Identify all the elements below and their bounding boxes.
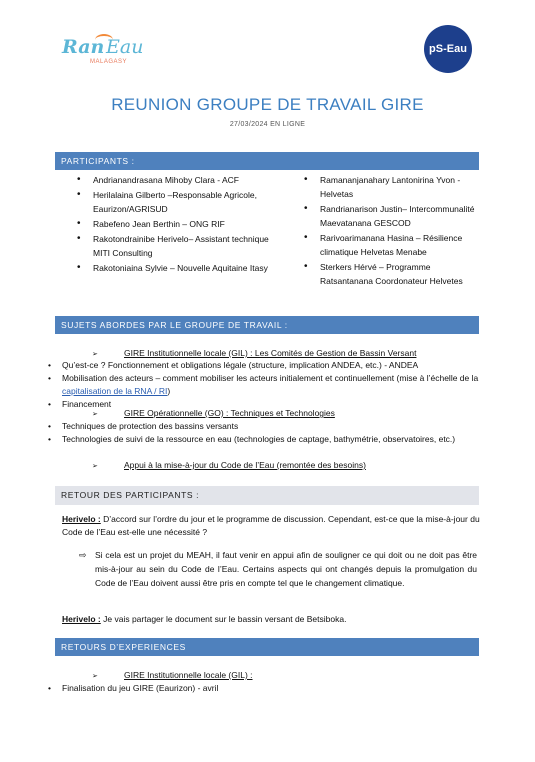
- logo-ran: Ran: [62, 36, 105, 58]
- list-item: • Financement: [48, 399, 112, 409]
- participant-item: • Rakotondrainibe Herivelo– Assistant technique MITI Consulting: [75, 232, 275, 260]
- capitalisation-link[interactable]: capitalisation de la RNA / RI: [62, 386, 168, 396]
- participant-item: • Randrianarison Justin– Intercommunalité Maevatanana GESCOD: [302, 202, 480, 230]
- logo-sub: MALAGASY: [90, 59, 128, 65]
- go-topic: ➢ GIRE Opérationnelle (GO) : Techniques et Technologies: [92, 407, 335, 421]
- participants-left-list: [75, 173, 275, 276]
- arrowhead-bullet-icon: ➢: [92, 673, 98, 680]
- arrowhead-bullet-icon: ➢: [92, 351, 98, 358]
- herivelo-comment-2: Herivelo : Je vais partager le document sur le bassin versant de Betsiboka.: [62, 614, 347, 624]
- participant-item: • Rabefeno Jean Berthin – ONG RIF: [75, 217, 275, 231]
- participant-item: • Andrianandrasana Mihoby Clara - ACF: [75, 173, 275, 187]
- participant-item: • Ramananjanahary Lantonirina Yvon - Helvetas: [302, 173, 480, 201]
- pseau-logo: pS-Eau: [424, 25, 472, 73]
- raneau-logo: [62, 34, 152, 74]
- experiences-heading: RETOURS D’EXPERIENCES: [55, 638, 479, 656]
- list-item: • Technologies de suivi de la ressource en eau (technologies de captage, bathymétrie, observatoires, etc.): [48, 434, 456, 444]
- herivelo-comment: Herivelo : D’accord sur l’ordre du jour et le programme de discussion. Cependant, est-ce que la mise-à-jour du Code de l’Eau est-elle une nécessité ?: [62, 514, 480, 537]
- arrowhead-bullet-icon: ➢: [92, 463, 98, 470]
- meeting-date: 27/03/2024 EN LIGNE: [229, 121, 306, 128]
- page-title: REUNION GROUPE DE TRAVAIL GIRE: [111, 95, 424, 114]
- list-item: • Mobilisation des acteurs – comment mobiliser les acteurs initialement et continuellement (mise à l’échelle de la capitalisation de la RNA / RI): [48, 373, 479, 396]
- participant-item: • Rakotoniaina Sylvie – Nouvelle Aquitaine Itasy: [75, 261, 275, 275]
- participants-heading: PARTICIPANTS :: [55, 152, 479, 170]
- list-item: • Finalisation du jeu GIRE (Eaurizon) - avril: [48, 683, 219, 693]
- logo-eau: Eau: [106, 36, 144, 58]
- participants-right-list: [302, 173, 480, 289]
- experience-gil-topic: ➢ GIRE Institutionnelle locale (GIL) :: [92, 669, 253, 683]
- retour-heading: RETOUR DES PARTICIPANTS :: [55, 486, 479, 505]
- participant-item: • Sterkers Hérvé – Programme Ratsantanana Coordonateur Helvetes: [302, 260, 480, 288]
- code-topic: ➢ Appui à la mise-à-jour du Code de l’Eau (remontée des besoins): [92, 459, 366, 473]
- gil-topic: ➢ GIRE Institutionnelle locale (GIL) : Les Comités de Gestion de Bassin Versant: [92, 347, 416, 361]
- sujets-heading: SUJETS ABORDES PAR LE GROUPE DE TRAVAIL :: [55, 316, 479, 334]
- list-item: • Qu’est-ce ? Fonctionnement et obligations légale (structure, implication ANDEA, etc.) - ANDEA: [48, 360, 419, 370]
- herivelo-sub-point: ⇨ Si cela est un projet du MEAH, il faut venir en appui afin de souligner ce qui doit ou ne doit pas être mis-à-jour au sein du Code de l’Eau. Certains aspects qui ont changés depuis la promulgation du Code de l’Eau doivent aussi être pris en compte tel que le changement climatique.: [79, 550, 477, 588]
- arrowhead-bullet-icon: ➢: [92, 411, 98, 418]
- double-arrow-icon: ⇨: [79, 550, 87, 560]
- participant-item: • Herilalaina Gilberto –Responsable Agricole, Eaurizon/AGRISUD: [75, 188, 275, 216]
- list-item: • Techniques de protection des bassins versants: [48, 421, 239, 431]
- participant-item: • Rarivoarimanana Hasina – Résilience climatique Helvetas Menabe: [302, 231, 480, 259]
